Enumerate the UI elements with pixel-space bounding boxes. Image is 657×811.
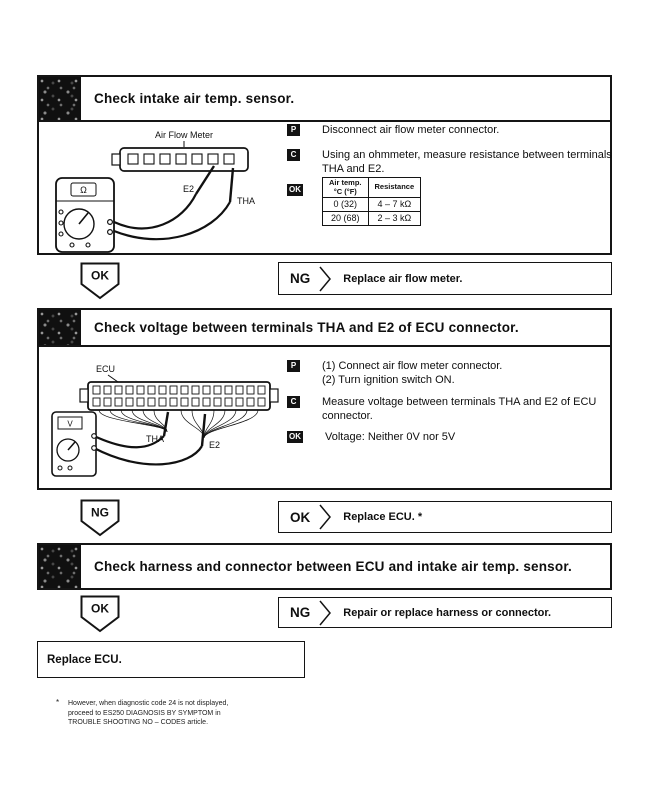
- resistance-header: Resistance: [368, 178, 421, 198]
- step3-ok-flag: [80, 595, 120, 633]
- ecu-label: ECU: [96, 364, 116, 374]
- result-action: Replace air flow meter.: [343, 272, 463, 285]
- step1-ok-flag: [80, 262, 120, 300]
- chevron-right-icon: [318, 503, 333, 531]
- resistance-table: [322, 177, 421, 226]
- test-lead-wire: [114, 194, 196, 228]
- step2-title: Check voltage between terminals THA and E2 of ECU connector.: [94, 320, 519, 335]
- step2-ok-result: [278, 501, 612, 533]
- test-lead-wire: [94, 446, 202, 464]
- flag-label: OK: [91, 601, 109, 616]
- label-pointer-line: [108, 375, 118, 382]
- instruction-text: Disconnect air flow meter connector.: [322, 124, 500, 136]
- ok-icon: OK: [289, 432, 301, 441]
- instruction-text: Using an ohmmeter, measure resistance between terminals THA and E2.: [322, 149, 612, 175]
- step2-header-marker: [39, 310, 81, 345]
- terminal-tha-label: THA: [146, 434, 164, 444]
- air-temp-header-line2: °C (°F): [333, 186, 357, 196]
- instruction-text: Measure voltage between terminals THA and E2 of ECU connector.: [322, 396, 597, 422]
- step2-instruction-2: [287, 395, 616, 423]
- footnote-line: proceed to ES250 DIAGNOSIS BY SYMPTOM in: [68, 709, 221, 717]
- volt-symbol: V: [67, 419, 73, 429]
- step1-instruction-2: [287, 148, 616, 176]
- flag-label: OK: [91, 268, 109, 283]
- terminal-e2-label: E2: [183, 184, 195, 194]
- probe-tip: [230, 168, 233, 202]
- result-action: Replace ECU. *: [343, 511, 423, 523]
- step1-instruction-1: [287, 123, 616, 137]
- step3-header-marker: [39, 545, 81, 588]
- footnote-line: However, when diagnostic code 24 is not displayed,: [68, 700, 229, 707]
- resistance-cell: 4 – 7 kΩ: [368, 198, 421, 212]
- terminal-e2-label: E2: [209, 440, 221, 450]
- footnote: [56, 698, 229, 728]
- terminal-tha-label: THA: [237, 196, 255, 206]
- step2-header: [39, 310, 610, 347]
- chevron-right-icon: [318, 599, 333, 627]
- voltmeter: [52, 412, 96, 476]
- step2-box: [37, 308, 612, 490]
- step1-ok-row: [287, 183, 303, 196]
- connector-pins: [128, 154, 234, 164]
- final-action-box: [37, 641, 305, 678]
- ecu-connector-diagram: [44, 358, 294, 490]
- step2-ok-row: [287, 430, 619, 444]
- prepare-icon: P: [287, 360, 300, 372]
- step3-ng-result: [278, 597, 612, 628]
- instruction-text: [322, 359, 616, 387]
- prepare-icon: P: [287, 124, 300, 136]
- step2-ng-flag: [80, 499, 120, 537]
- step1-ng-result: [278, 262, 612, 295]
- resistance-cell: 2 – 3 kΩ: [368, 212, 421, 226]
- temp-cell: 20 (68): [323, 212, 369, 226]
- step3-title: Check harness and connector between ECU and intake air temp. sensor.: [94, 559, 572, 574]
- footnote-line: TROUBLE SHOOTING NO – CODES article.: [68, 719, 209, 726]
- step3-header: [39, 545, 610, 588]
- step1-title: Check intake air temp. sensor.: [94, 91, 295, 106]
- chevron-right-icon: [318, 265, 333, 293]
- ok-icon: OK: [289, 185, 301, 194]
- flag-label: NG: [91, 505, 109, 520]
- instruction-text: Voltage: Neither 0V nor 5V: [325, 431, 456, 443]
- connector-tab: [270, 389, 278, 402]
- table-row: [323, 212, 421, 226]
- air-temp-header: [323, 178, 369, 198]
- air-flow-meter-label: Air Flow Meter: [154, 130, 214, 140]
- footnote-marker: *: [56, 698, 60, 707]
- ohmmeter: [56, 178, 114, 252]
- step1-box: [37, 75, 612, 255]
- instruction-line: (2) Turn ignition switch ON.: [322, 374, 455, 386]
- ohm-symbol: Ω: [80, 185, 87, 195]
- table-header-row: [323, 178, 421, 198]
- step2-instruction-1: [287, 359, 616, 387]
- step3-box: [37, 543, 612, 590]
- step1-header-marker: [39, 77, 81, 120]
- check-icon: C: [287, 149, 300, 161]
- air-temp-header-line1: Air temp.: [329, 178, 362, 187]
- air-flow-meter-diagram: [44, 126, 284, 254]
- instruction-line: (1) Connect air flow meter connector.: [322, 360, 503, 372]
- final-action-text: Replace ECU.: [47, 653, 122, 666]
- connector-tab: [80, 389, 88, 402]
- temp-cell: 0 (32): [323, 198, 369, 212]
- connector-tab: [112, 154, 120, 165]
- check-icon: C: [287, 396, 300, 408]
- result-label: NG: [290, 271, 311, 286]
- result-label: OK: [290, 509, 311, 525]
- probe-tip: [164, 412, 168, 436]
- result-label: NG: [290, 605, 311, 620]
- table-row: [323, 198, 421, 212]
- result-action: Repair or replace harness or connector.: [343, 606, 552, 619]
- harness-fan-lines: [99, 410, 258, 438]
- probe-tip: [202, 414, 205, 446]
- step1-header: [39, 77, 610, 122]
